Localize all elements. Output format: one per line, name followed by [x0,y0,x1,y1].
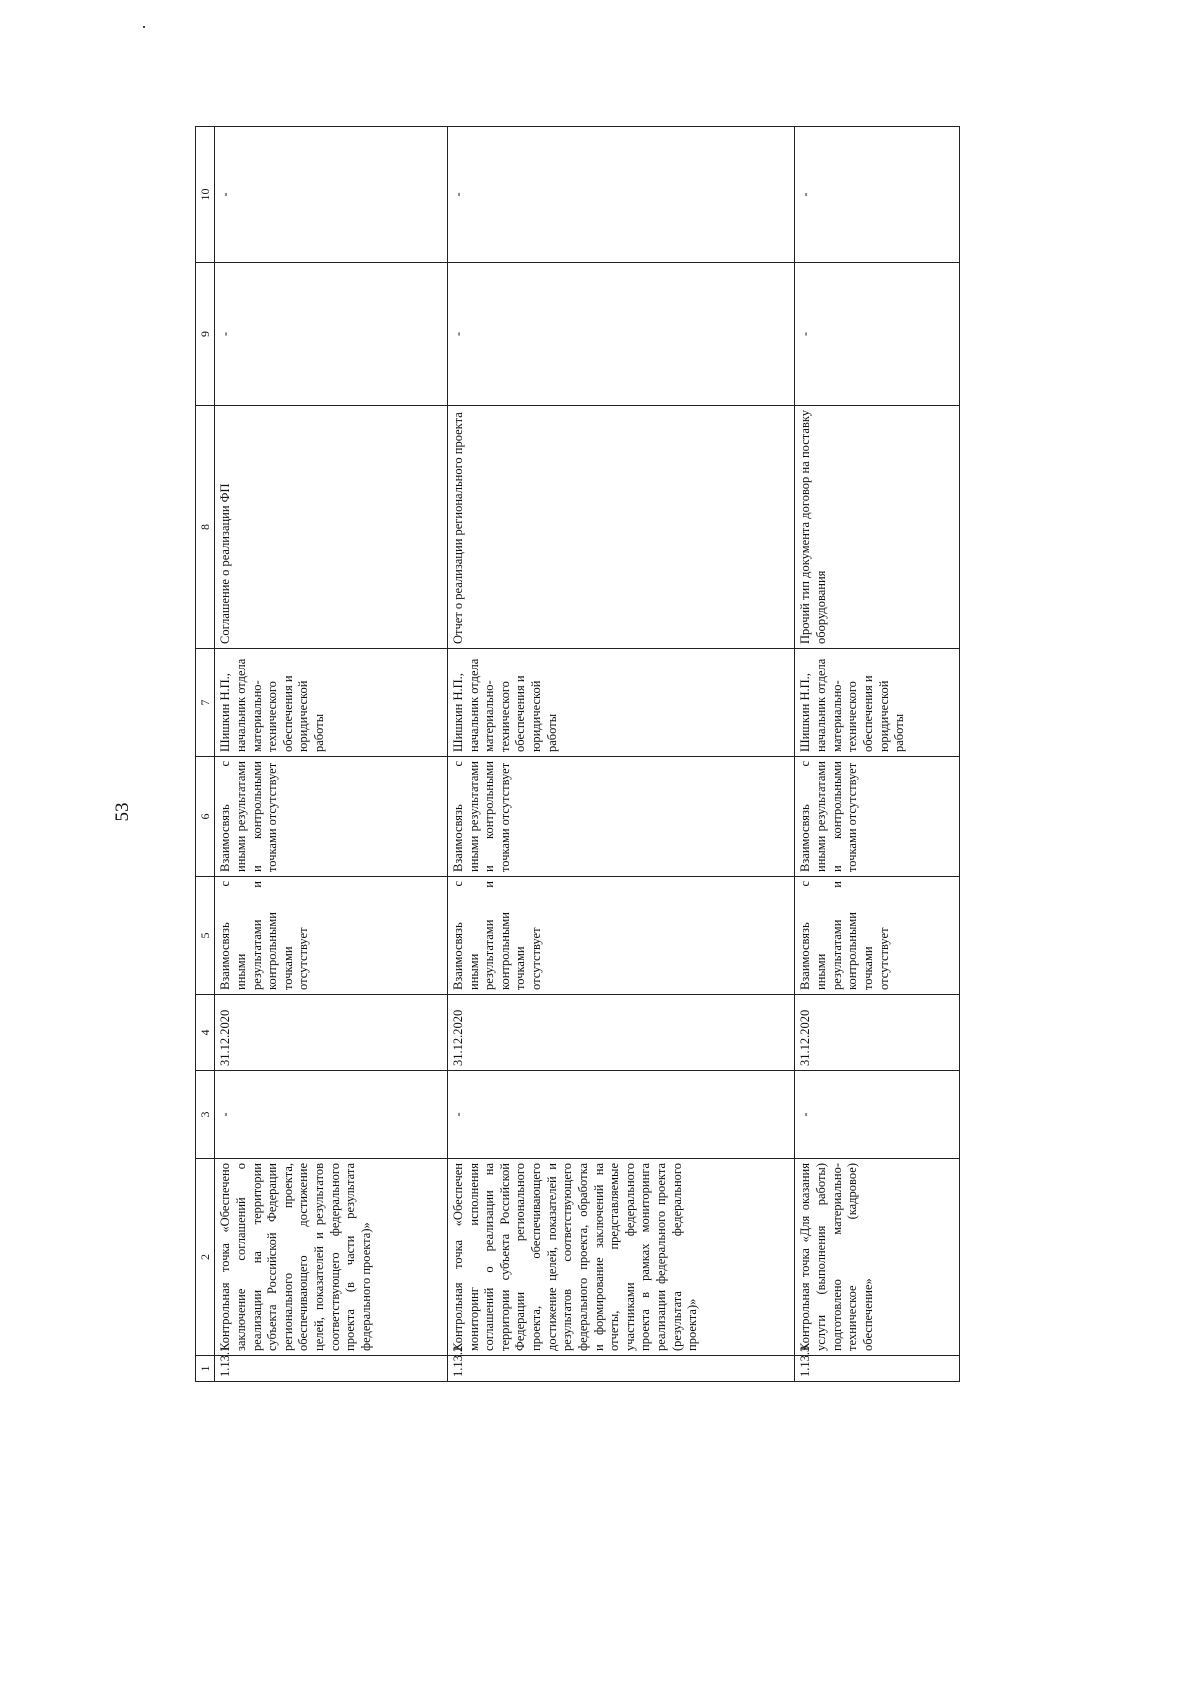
responsible-person: Шишкин Н.П., начальник отдела материально-технического обеспечения и юридической работы [795,649,960,757]
relation-text-6: Взаимосвязь с иными результатами и контрольными точками отсутствует [215,757,448,877]
column-3-value: - [215,1071,448,1159]
row-number: 1.13.1 [215,1356,448,1382]
rotated-table-frame [195,127,960,1382]
col-header-10: 10 [196,127,215,263]
col-header-5: 5 [196,877,215,995]
row-number: 1.13.3 [795,1356,960,1382]
col-header-8: 8 [196,406,215,649]
relation-text-6: Взаимосвязь с иными результатами и контрольными точками отсутствует [447,757,794,877]
row-number: 1.13.2 [447,1356,794,1382]
due-date: 31.12.2020 [447,995,794,1071]
column-10-value: - [447,127,794,263]
table-row [795,127,960,1382]
control-point-name: Контрольная точка «Обеспечено заключение соглашений о реализации на территории субъекта Российской Федерации регионального проекта, обеспечивающего достижение целей, показателей и результатов соответствующего федерального проекта (в части результата федерального проекта)» [215,1159,448,1356]
col-header-3: 3 [196,1071,215,1159]
control-point-name: Контрольная точка «Обеспечен мониторинг исполнения соглашений о реализации на территории субъекта Российской Федерации регионального проекта, обеспечивающего достижение целей, показателей и результатов соответствующего федерального проекта, обработка и формирование заключений на отчеты, представляемые участниками федерального проекта в рамках мониторинга реализации федерального проекта (результата федерального проекта)» [447,1159,794,1356]
col-header-4: 4 [196,995,215,1071]
header-row [196,127,215,1382]
relation-text-6: Взаимосвязь с иными результатами и контрольными точками отсутствует [795,757,960,877]
column-9-value: - [215,263,448,406]
responsible-person: Шишкин Н.П., начальник отдела материально-технического обеспечения и юридической работы [215,649,448,757]
document-type: Соглашение о реализации ФП [215,406,448,649]
relation-text-5: Взаимосвязь с иными результатами и контрольными точками отсутствует [447,877,794,995]
table-container [195,127,960,1382]
column-9-value: - [795,263,960,406]
scan-speck [143,26,145,28]
responsible-person: Шишкин Н.П., начальник отдела материально-технического обеспечения и юридической работы [447,649,794,757]
column-10-value: - [795,127,960,263]
document-type: Отчет о реализации регионального проекта [447,406,794,649]
control-points-table [195,126,960,1382]
due-date: 31.12.2020 [215,995,448,1071]
page-number: 53 [112,802,133,822]
col-header-7: 7 [196,649,215,757]
column-3-value: - [795,1071,960,1159]
due-date: 31.12.2020 [795,995,960,1071]
control-point-name: Контрольная точка «Для оказания услуги (выполнения работы) подготовлено материально-техническое (кадровое) обеспечение» [795,1159,960,1356]
table-row [215,127,448,1382]
document-type: Прочий тип документа договор на поставку оборудования [795,406,960,649]
col-header-1: 1 [196,1356,215,1382]
column-10-value: - [215,127,448,263]
col-header-9: 9 [196,263,215,406]
column-9-value: - [447,263,794,406]
table-row [447,127,794,1382]
col-header-6: 6 [196,757,215,877]
relation-text-5: Взаимосвязь с иными результатами и контрольными точками отсутствует [795,877,960,995]
relation-text-5: Взаимосвязь с иными результатами и контрольными точками отсутствует [215,877,448,995]
col-header-2: 2 [196,1159,215,1356]
column-3-value: - [447,1071,794,1159]
